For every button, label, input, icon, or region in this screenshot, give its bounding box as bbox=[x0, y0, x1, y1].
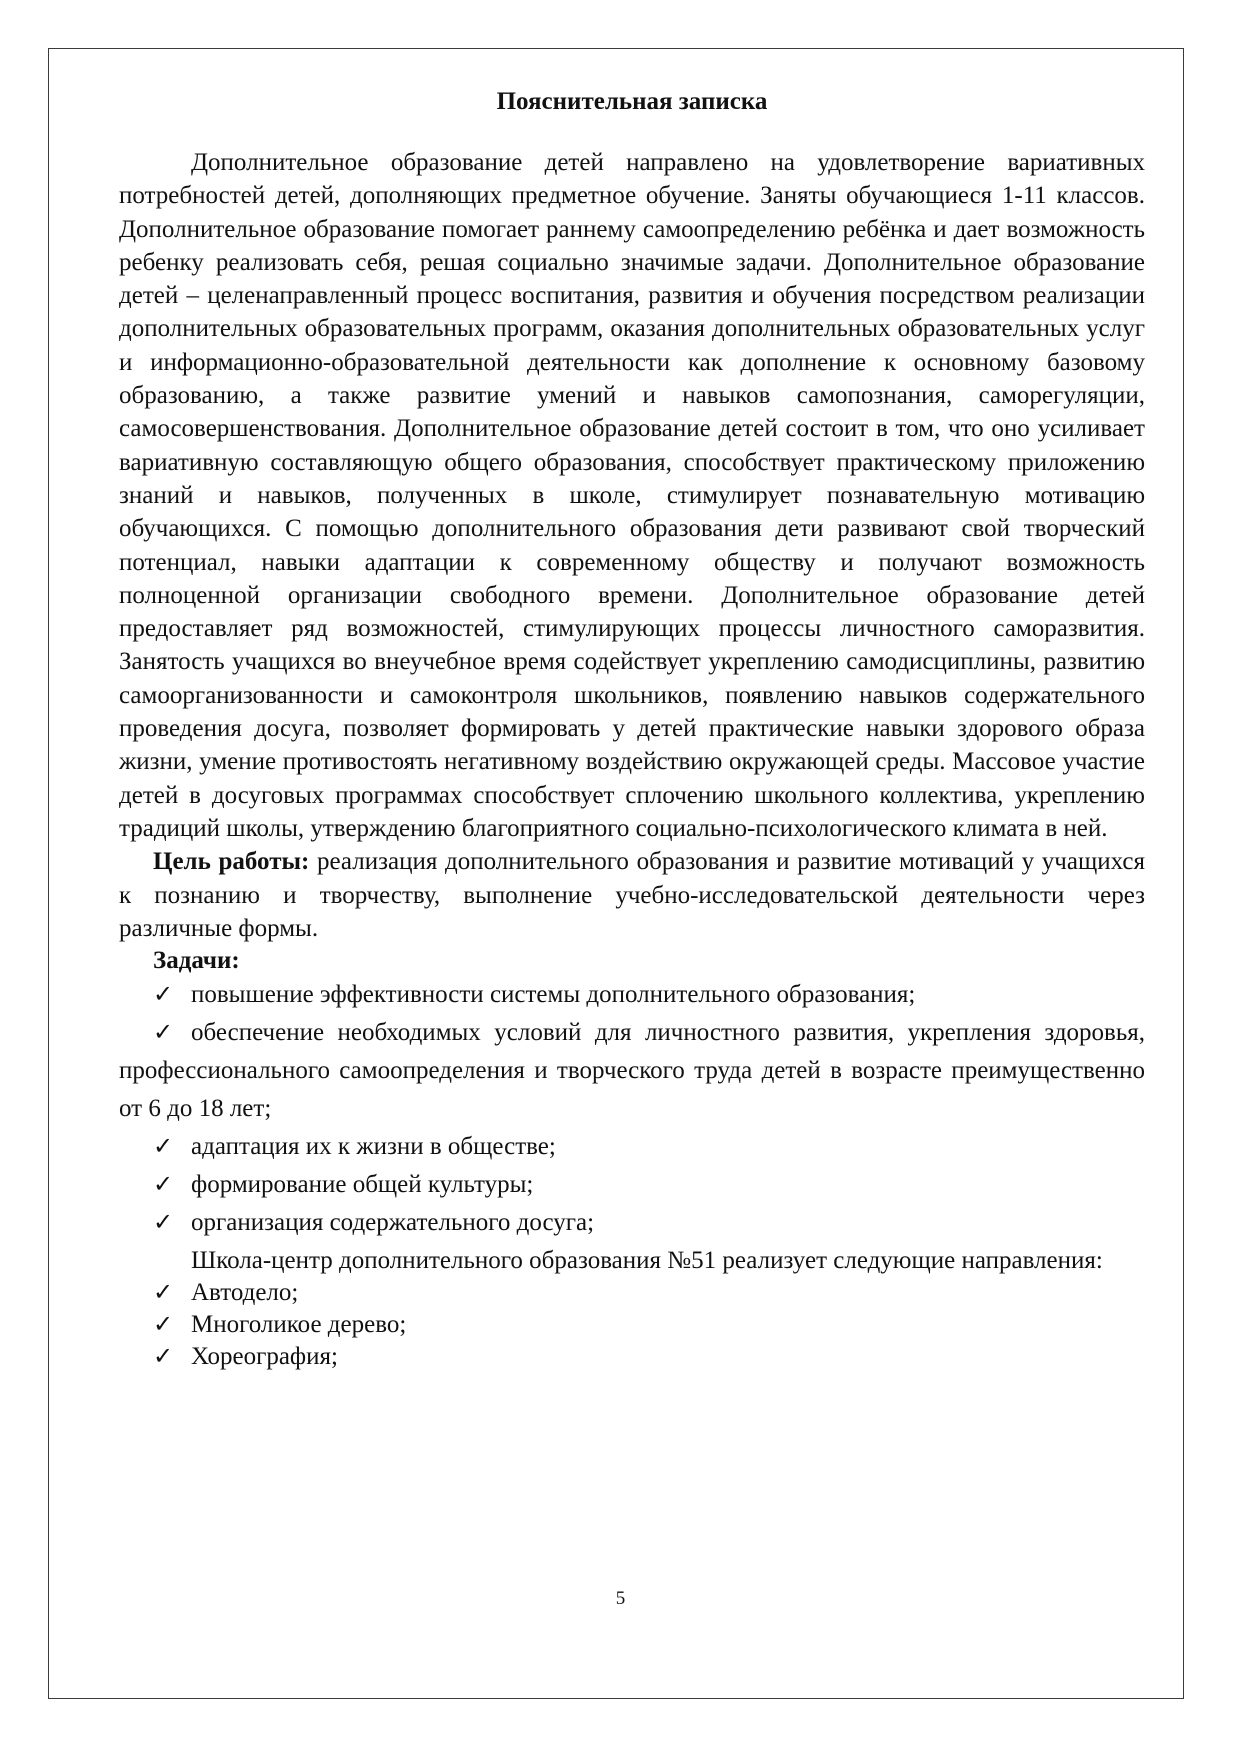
directions-list bbox=[119, 1277, 1145, 1373]
checkmark-icon: ✓ bbox=[153, 1134, 174, 1161]
checkmark-icon: ✓ bbox=[153, 1280, 174, 1307]
task-item bbox=[119, 1014, 1145, 1128]
task-text: обеспечение необходимых условий для личностного развития, укрепления здоровья, профессионального самоопределения и творческого труда детей в возрасте преимущественно от 6 до 18 лет; bbox=[119, 1019, 1145, 1123]
tasks-list bbox=[119, 976, 1145, 1242]
school-paragraph: Школа-центр дополнительного образования №51 реализует следующие направления: bbox=[191, 1247, 1103, 1275]
goal-text: реализация дополнительного образования и развитие мотиваций у учащихся к познанию и творчеству, выполнение учебно-исследовательской деятельности через различные формы. bbox=[119, 848, 1145, 942]
checkmark-icon: ✓ bbox=[153, 1210, 174, 1237]
task-item bbox=[119, 976, 1145, 1014]
task-text: формирование общей культуры; bbox=[191, 1171, 534, 1199]
task-item bbox=[119, 1128, 1145, 1166]
goal-paragraph bbox=[119, 845, 1145, 945]
direction-text: Многоликое дерево; bbox=[191, 1311, 407, 1339]
document-body bbox=[119, 84, 1145, 1373]
task-text: организация содержательного досуга; bbox=[191, 1209, 595, 1237]
direction-text: Автодело; bbox=[191, 1279, 299, 1307]
checkmark-icon: ✓ bbox=[153, 1344, 174, 1371]
document-title: Пояснительная записка bbox=[496, 88, 768, 115]
checkmark-icon: ✓ bbox=[153, 1312, 174, 1339]
task-text: повышение эффективности системы дополнительного образования; bbox=[191, 981, 916, 1009]
checkmark-icon: ✓ bbox=[153, 982, 174, 1009]
task-item bbox=[119, 1204, 1145, 1242]
checkmark-icon: ✓ bbox=[153, 1172, 174, 1199]
direction-item bbox=[119, 1309, 1145, 1341]
task-item bbox=[119, 1166, 1145, 1204]
intro-paragraph: Дополнительное образование детей направлено на удовлетворение вариативных потребностей детей, дополняющих предметное обучение. Заняты обучающиеся 1-11 классов. Дополнительное образование помогает раннему самоопределению ребёнка и дает возможность ребенку реализовать себя, решая социально значимые задачи. Дополнительное образование детей – целенаправленный процесс воспитания, развития и обучения посредством реализации дополнительных образовательных программ, оказания дополнительных образовательных услуг и информационно-образовательной деятельности как дополнение к основному базовому образованию, а также развитие умений и навыков самопознания, саморегуляции, самосовершенствования. Дополнительное образование детей состоит в том, что оно усиливает вариативную составляющую общего образования, способствует практическому приложению знаний и навыков, полученных в школе, стимулирует познавательную мотивацию обучающихся. С помощью дополнительного образования дети развивают свой творческий потенциал, навыки адаптации к современному обществу и получают возможность полноценной организации свободного времени. Дополнительное образование детей предоставляет ряд возможностей, стимулирующих процессы личностного саморазвития. Занятость учащихся во внеучебное время содействует укреплению самодисциплины, развитию самоорганизованности и самоконтроля школьников, появлению навыков содержательного проведения досуга, позволяет формировать у детей практические навыки здорового образа жизни, умение противостоять негативному воздействию окружающей среды. Массовое участие детей в досуговых программах способствует сплочению школьного коллектива, укреплению традиций школы, утверждению благоприятного социально-психологического климата в ней. bbox=[119, 149, 1145, 842]
page-number: 5 bbox=[615, 1588, 626, 1609]
direction-text: Хореография; bbox=[191, 1343, 338, 1371]
task-text: адаптация их к жизни в обществе; bbox=[191, 1133, 556, 1161]
checkmark-icon: ✓ bbox=[153, 1020, 174, 1047]
direction-item bbox=[119, 1341, 1145, 1373]
goal-label: Цель работы: bbox=[153, 848, 310, 876]
tasks-heading: Задачи: bbox=[153, 947, 240, 975]
direction-item bbox=[119, 1277, 1145, 1309]
